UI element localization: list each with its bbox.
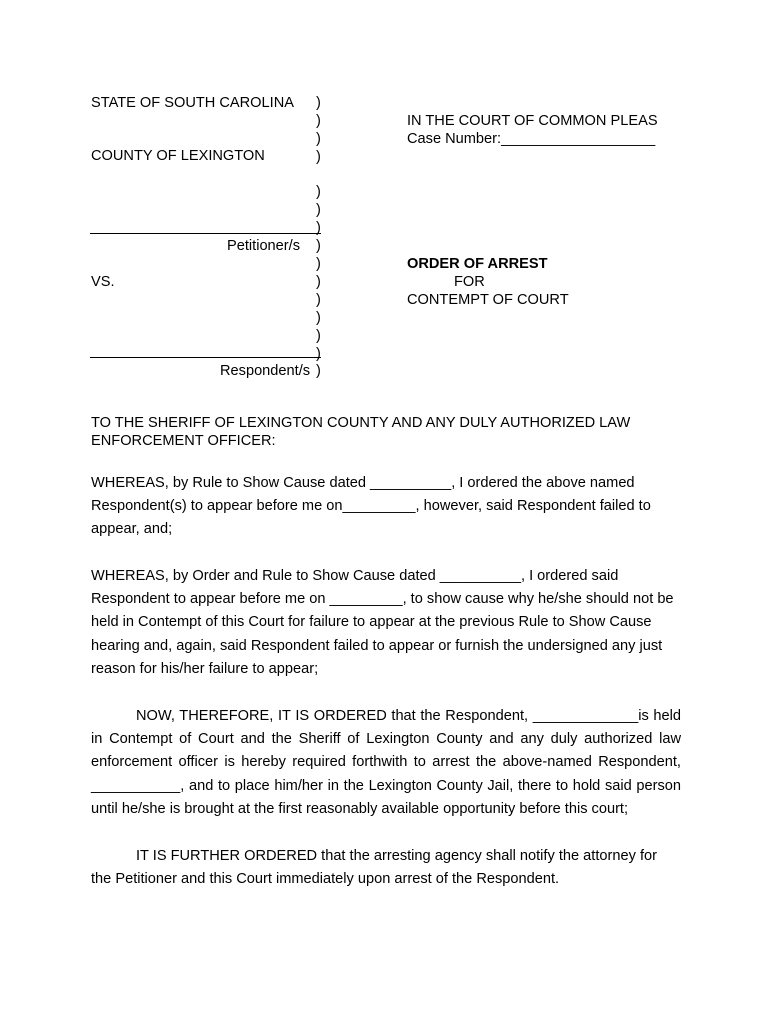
respondent-signature-line: [90, 357, 321, 358]
paren: ): [316, 310, 321, 326]
whereas-paragraph-1: WHEREAS, by Rule to Show Cause dated __________, I ordered the above named Respondent(s) to appear before me on_________, however, said Respondent failed to appear, and;: [91, 475, 651, 538]
paren: ): [316, 95, 321, 111]
respondent-label: Respondent/s: [220, 363, 311, 379]
paren: ): [316, 328, 321, 344]
paren: ): [316, 131, 321, 147]
paren: ): [316, 292, 321, 308]
further-order-paragraph: IT IS FURTHER ORDERED that the arresting agency shall notify the attorney for the Petitioner and this Court immediately upon arrest of the Respondent.: [91, 848, 657, 888]
order-addressee: TO THE SHERIFF OF LEXINGTON COUNTY AND ANY DULY AUTHORIZED LAW ENFORCEMENT OFFICER:: [91, 415, 631, 449]
paren: ): [316, 346, 321, 362]
paren: ): [316, 256, 321, 272]
order-paragraph: NOW, THEREFORE, IT IS ORDERED that the Respondent, _____________is held in Contempt of Court and the Sheriff of Lexington County and any duly authorized law enforcement officer is hereby required forthwith to arrest the above-named Respondent, ___________, and to place him/her in the Lexington County Jail, there to hold said person until he/she is brought at the first reasonably available opportunity before this court;: [91, 708, 681, 817]
paren: ): [316, 113, 321, 129]
whereas-paragraph-2: WHEREAS, by Order and Rule to Show Cause dated __________, I ordered said Respondent to appear before me on _________, to show cause why he/she should not be held in Contempt of this Court for failure to appear at the previous Rule to Show Cause hearing and, again, said Respondent failed to appear or furnish the undersigned any just reason for his/her failure to appear;: [91, 568, 674, 677]
paren: ): [316, 184, 321, 200]
paren: ): [316, 149, 321, 165]
paren: ): [316, 274, 321, 290]
paren: ): [316, 238, 321, 254]
document-title: ORDER OF ARREST: [407, 256, 548, 272]
document-title-connector: FOR: [454, 274, 485, 290]
state-name: STATE OF SOUTH CAROLINA: [91, 95, 294, 111]
paren: ): [316, 363, 321, 379]
case-number-field: Case Number:___________________: [407, 131, 656, 147]
versus-label: VS.: [91, 274, 115, 290]
petitioner-label: Petitioner/s: [227, 238, 301, 254]
county-name: COUNTY OF LEXINGTON: [91, 148, 265, 164]
petitioner-signature-line: [90, 233, 321, 234]
paren: ): [316, 220, 321, 236]
document-subtitle: CONTEMPT OF COURT: [407, 292, 569, 308]
paren: ): [316, 202, 321, 218]
court-name: IN THE COURT OF COMMON PLEAS: [407, 113, 658, 129]
